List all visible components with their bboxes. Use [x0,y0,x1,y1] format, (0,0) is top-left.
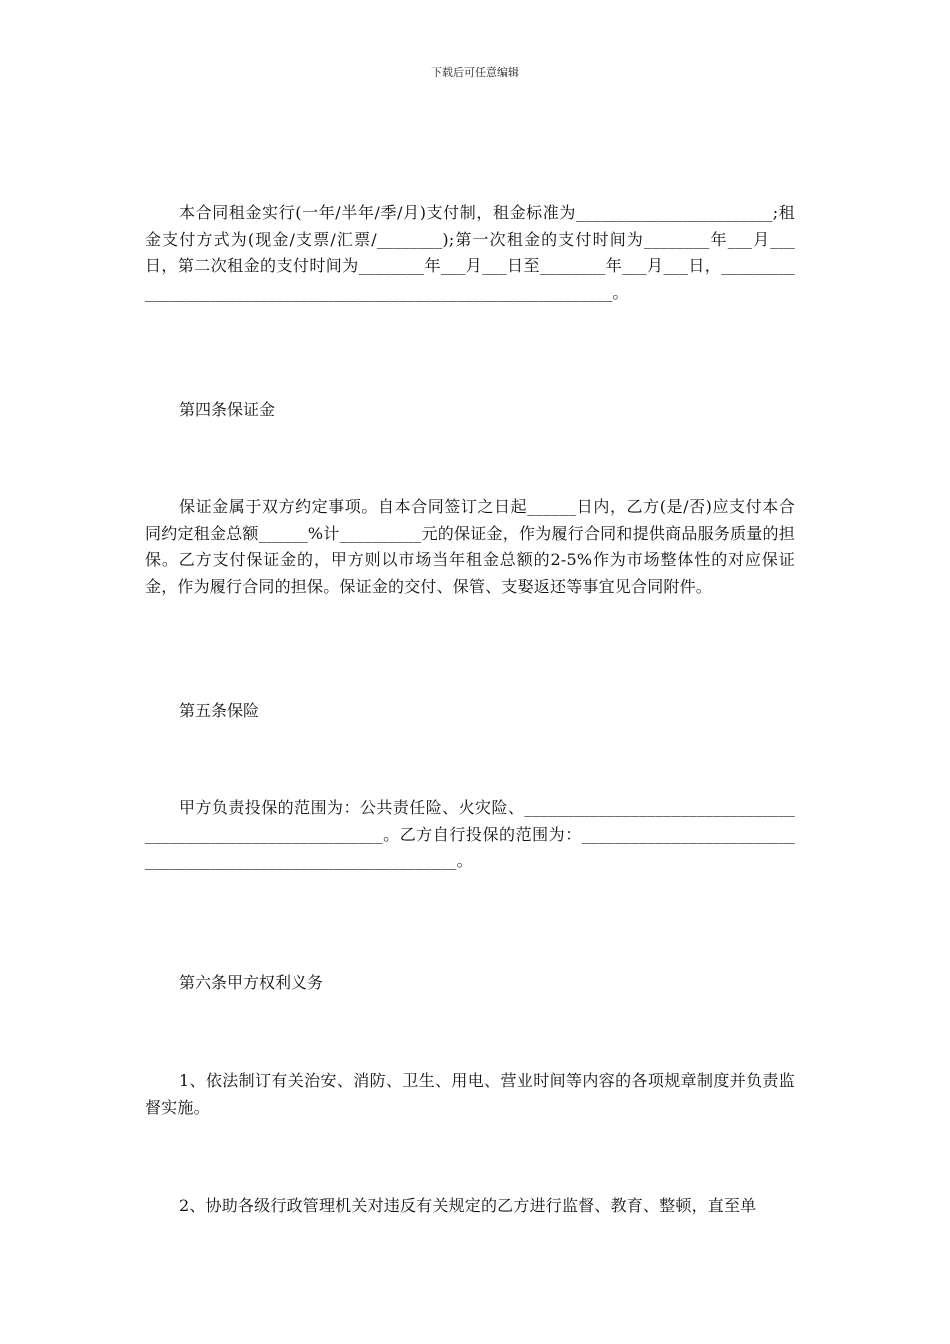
article-5-heading: 第五条保险 [179,701,260,720]
article-6-item-2: 2、协助各级行政管理机关对违反有关规定的乙方进行监督、教育、整顿，直至单 [179,1196,757,1215]
article-6-item-1: 1、依法制订有关治安、消防、卫生、用电、营业时间等内容的各项规章制度并负责监督实施。 [145,1071,795,1117]
article-4-body: 保证金属于双方约定事项。自本合同签订之日起______日内，乙方(是/否)应支付本合同约定租金总额______%计__________元的保证金，作为履行合同和提供商品服务质量的担保。乙方支付保证金的，甲方则以市场当年租金总额的2-5%作为市场整体性的对应保证金，作为履行合同的担保。保证金的交付、保管、支娶返还等事宜见合同附件。 [145,497,795,596]
rent-payment-paragraph: 本合同租金实行(一年/半年/季/月)支付制，租金标准为________________________;租金支付方式为(现金/支票/汇票/________);第一次租金的支付时间为________年___月___日，第二次租金的支付时间为________年___月___日至________年___月___日，__________________________________________________________________。 [145,203,795,302]
article-6-heading: 第六条甲方权利义务 [179,973,324,992]
article-5-body: 甲方负责投保的范围为：公共责任险、火灾险、______________________________________________________________。乙方自行投保的范围为：________________________________________________________________。 [145,798,795,870]
article-4-heading: 第四条保证金 [179,400,276,419]
page-header-note: 下载后可任意编辑 [431,66,519,79]
